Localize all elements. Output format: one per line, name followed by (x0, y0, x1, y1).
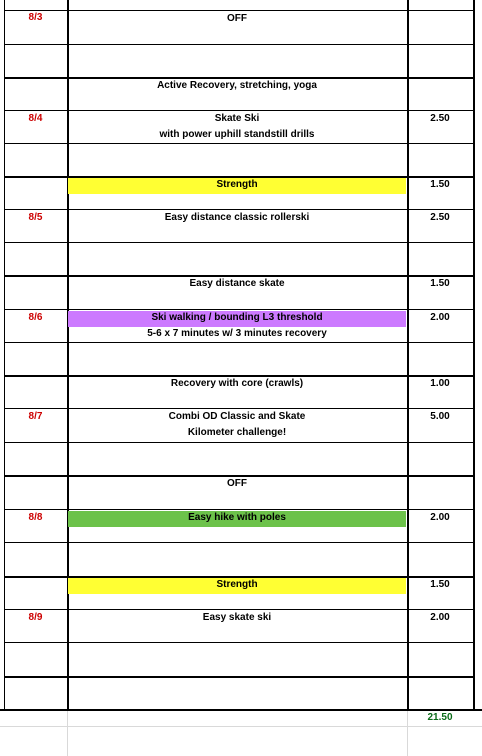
date-cell: 8/6 (28, 312, 43, 323)
total-hours: 21.50 (427, 712, 453, 723)
hours-cell: 2.00 (430, 512, 450, 523)
hours-cell: 1.50 (430, 278, 450, 289)
activity-text: Strength (216, 579, 258, 590)
activity-text: Easy hike with poles (188, 512, 286, 523)
hours-cell: 5.00 (430, 411, 450, 422)
date-cell: 8/7 (28, 411, 43, 422)
footer-gridline (67, 711, 68, 756)
left-border (4, 0, 5, 709)
activity-text: 5-6 x 7 minutes w/ 3 minutes recovery (147, 328, 327, 339)
date-cell: 8/5 (28, 212, 43, 223)
activity-text: Easy skate ski (202, 612, 272, 623)
activity-text: Easy distance skate (189, 278, 285, 289)
date-cell: 8/9 (28, 612, 43, 623)
date-cell: 8/8 (28, 512, 43, 523)
activity-text: Active Recovery, stretching, yoga (157, 80, 317, 91)
footer-gridline (0, 726, 482, 727)
hours-cell: 2.50 (430, 212, 450, 223)
activity-text: Recovery with core (crawls) (170, 378, 304, 389)
row-divider (4, 342, 475, 343)
row-divider (4, 143, 475, 144)
row-divider (4, 676, 475, 678)
row-divider (4, 242, 475, 243)
hours-cell: 1.50 (430, 179, 450, 190)
row-divider (4, 642, 475, 643)
hours-cell: 2.00 (430, 612, 450, 623)
activity-text: Combi OD Classic and Skate (168, 411, 306, 422)
row-divider (4, 44, 475, 45)
activity-text: OFF (227, 13, 247, 24)
hours-cell: 1.00 (430, 378, 450, 389)
activity-text: Ski walking / bounding L3 threshold (151, 312, 323, 323)
date-cell: 8/3 (28, 12, 43, 23)
activity-text: with power uphill standstill drills (159, 129, 315, 140)
activity-text: Skate Ski (214, 113, 260, 124)
right-border (473, 0, 475, 709)
row-divider (4, 442, 475, 443)
activity-text: Kilometer challenge! (187, 427, 287, 438)
row-divider (4, 542, 475, 543)
hours-column-divider (407, 0, 409, 709)
date-cell: 8/4 (28, 113, 43, 124)
hours-cell: 2.00 (430, 312, 450, 323)
hours-cell: 2.50 (430, 113, 450, 124)
activity-text: Easy distance classic rollerski (164, 212, 310, 223)
date-column-divider (67, 0, 69, 709)
hours-cell: 1.50 (430, 579, 450, 590)
activity-text: OFF (227, 478, 247, 489)
activity-text: Strength (216, 179, 258, 190)
